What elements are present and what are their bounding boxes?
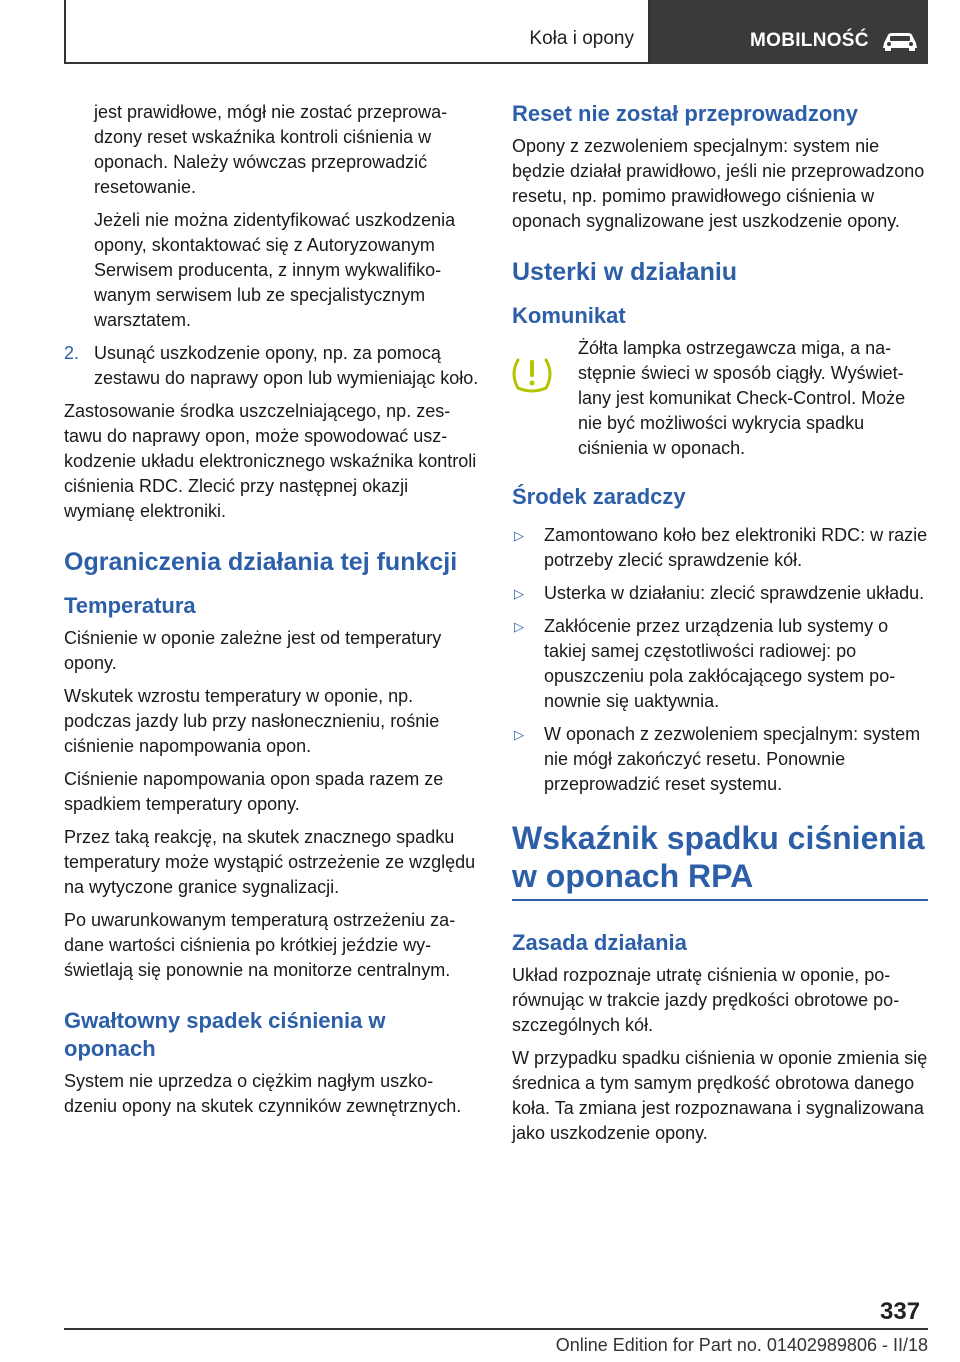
bullet-text: Usterka w działaniu: zlecić sprawdzenie układu.: [544, 583, 925, 603]
subheading: Środek zaradczy: [512, 484, 686, 509]
subheading: Reset nie został przeprowadzony: [512, 101, 858, 126]
bullet-item: [512, 614, 928, 714]
bullet-list: [512, 523, 928, 797]
bullet-item: [512, 581, 928, 606]
paragraph: jest prawidłowe, mógł nie zostać przeprowadzony reset wskaźnika kontroli ciśnienia w oponach. Należy wówczas przeprowadzić resetowanie.: [94, 102, 448, 197]
footer-edition: Online Edition for Part no. 01402989806 - II/18: [555, 1335, 928, 1355]
bullet-text: Zakłócenie przez urządzenia lub systemy o takiej samej częstotliwości radiowej: po opuszczeniu pola zakłócającego system ponownie się uaktywnia.: [544, 616, 896, 711]
paragraph: Jeżeli nie można zidentyfikować uszkodzenia opony, skontaktować się z Autoryzowanym Serwisem producenta, z innym wykwalifikowanym serwisem lub ze specjalistycznym warsztatem.: [94, 210, 456, 330]
paragraph: Układ rozpoznaje utratę ciśnienia w oponie, porównując w trakcie jazdy prędkości obrotowe poszczególnych kół.: [512, 965, 900, 1035]
paragraph: Wskutek wzrostu temperatury w oponie, np. podczas jazdy lub przy nasłonecznieniu, rośnie ciśnienie napompowania opon.: [64, 686, 440, 756]
bullet-text: W oponach z zezwoleniem specjalnym: system nie mógł zakończyć resetu. Ponownie przeprowadzić reset systemu.: [544, 724, 921, 794]
paragraph: Ciśnienie napompowania opon spada razem ze spadkiem temperatury opony.: [64, 769, 444, 814]
car-icon: [880, 28, 920, 52]
header-section-title: [64, 0, 650, 64]
subheading: Gwałtowny spadek ciśnienia w oponach: [64, 1008, 386, 1061]
section-title: Koła i opony: [529, 28, 634, 49]
subheading: Komunikat: [512, 303, 626, 328]
section-heading: Ograniczenia działania tej funkcji: [64, 548, 458, 576]
triangle-bullet-icon: ▷: [514, 528, 524, 543]
bullet-item: [512, 722, 928, 797]
triangle-bullet-icon: ▷: [514, 619, 524, 634]
section-heading: Usterki w działaniu: [512, 258, 738, 286]
bullet-text: Zamontowano koło bez elektroniki RDC: w razie potrzeby zlecić sprawdzenie kół.: [544, 525, 928, 570]
triangle-bullet-icon: ▷: [514, 727, 524, 742]
right-column: [512, 100, 928, 1154]
chapter-title: MOBILNOŚĆ: [750, 30, 869, 51]
paragraph: Przez taką reakcję, na skutek znacznego spadku temperatury może wystąpić ostrzeżenie ze względu na wytyczone granice sygnalizacji.: [64, 827, 476, 897]
paragraph: Po uwarunkowanym temperaturą ostrzeżeniu zadane wartości ciśnienia po krótkiej jeździe wyświetlają się ponownie na monitorze centralnym.: [64, 910, 456, 980]
subheading: Temperatura: [64, 593, 196, 618]
numbered-step: [64, 341, 480, 391]
paragraph: Ciśnienie w oponie zależne jest od temperatury opony.: [64, 628, 442, 673]
page-number: 337: [880, 1298, 921, 1325]
warning-message-block: [512, 336, 928, 461]
paragraph: W przypadku spadku ciśnienia w oponie zmienia się średnica a tym samym prędkość obrotowa danego koła. Ta zmiana jest rozpoznawana i sygnalizowana jako uszkodzenie opony.: [512, 1048, 928, 1143]
bullet-item: [512, 523, 928, 573]
header-chapter-tab[interactable]: [650, 0, 928, 64]
paragraph: Żółta lampka ostrzegawcza miga, a następnie świeci w sposób ciągły. Wyświetlany jest komunikat Check-Control. Może nie być możliwości wykrycia spadku ciśnienia w oponach.: [578, 338, 906, 458]
step-text: Usunąć uszkodzenie opony, np. za pomocą zestawu do naprawy opon lub wymieniając koło.: [94, 343, 479, 388]
triangle-bullet-icon: ▷: [514, 586, 524, 601]
left-column: [64, 100, 480, 1127]
paragraph: Zastosowanie środka uszczelniającego, np. zestawu do naprawy opon, może spowodować uszkodzenie układu elektronicznego wskaźnika kontroli ciśnienia RDC. Zlecić przy następnej okazji wymianę elektroniki.: [64, 401, 477, 521]
subheading: Zasada działania: [512, 930, 687, 955]
paragraph: System nie uprzedza o ciężkim nagłym uszkodzeniu opony na skutek czynników zewnętrznych.: [64, 1071, 462, 1116]
tire-pressure-warning-icon: [508, 350, 556, 398]
chapter-heading: Wskaźnik spadku ciśnienia w oponach RPA: [512, 819, 928, 901]
step-number: 2.: [64, 343, 80, 363]
paragraph: Opony z zezwoleniem specjalnym: system nie będzie działał prawidłowo, jeśli nie przeprowadzono resetu, np. pomimo prawidłowego ciśnienia w oponach sygnalizowane jest uszkodzenie opony.: [512, 136, 925, 231]
